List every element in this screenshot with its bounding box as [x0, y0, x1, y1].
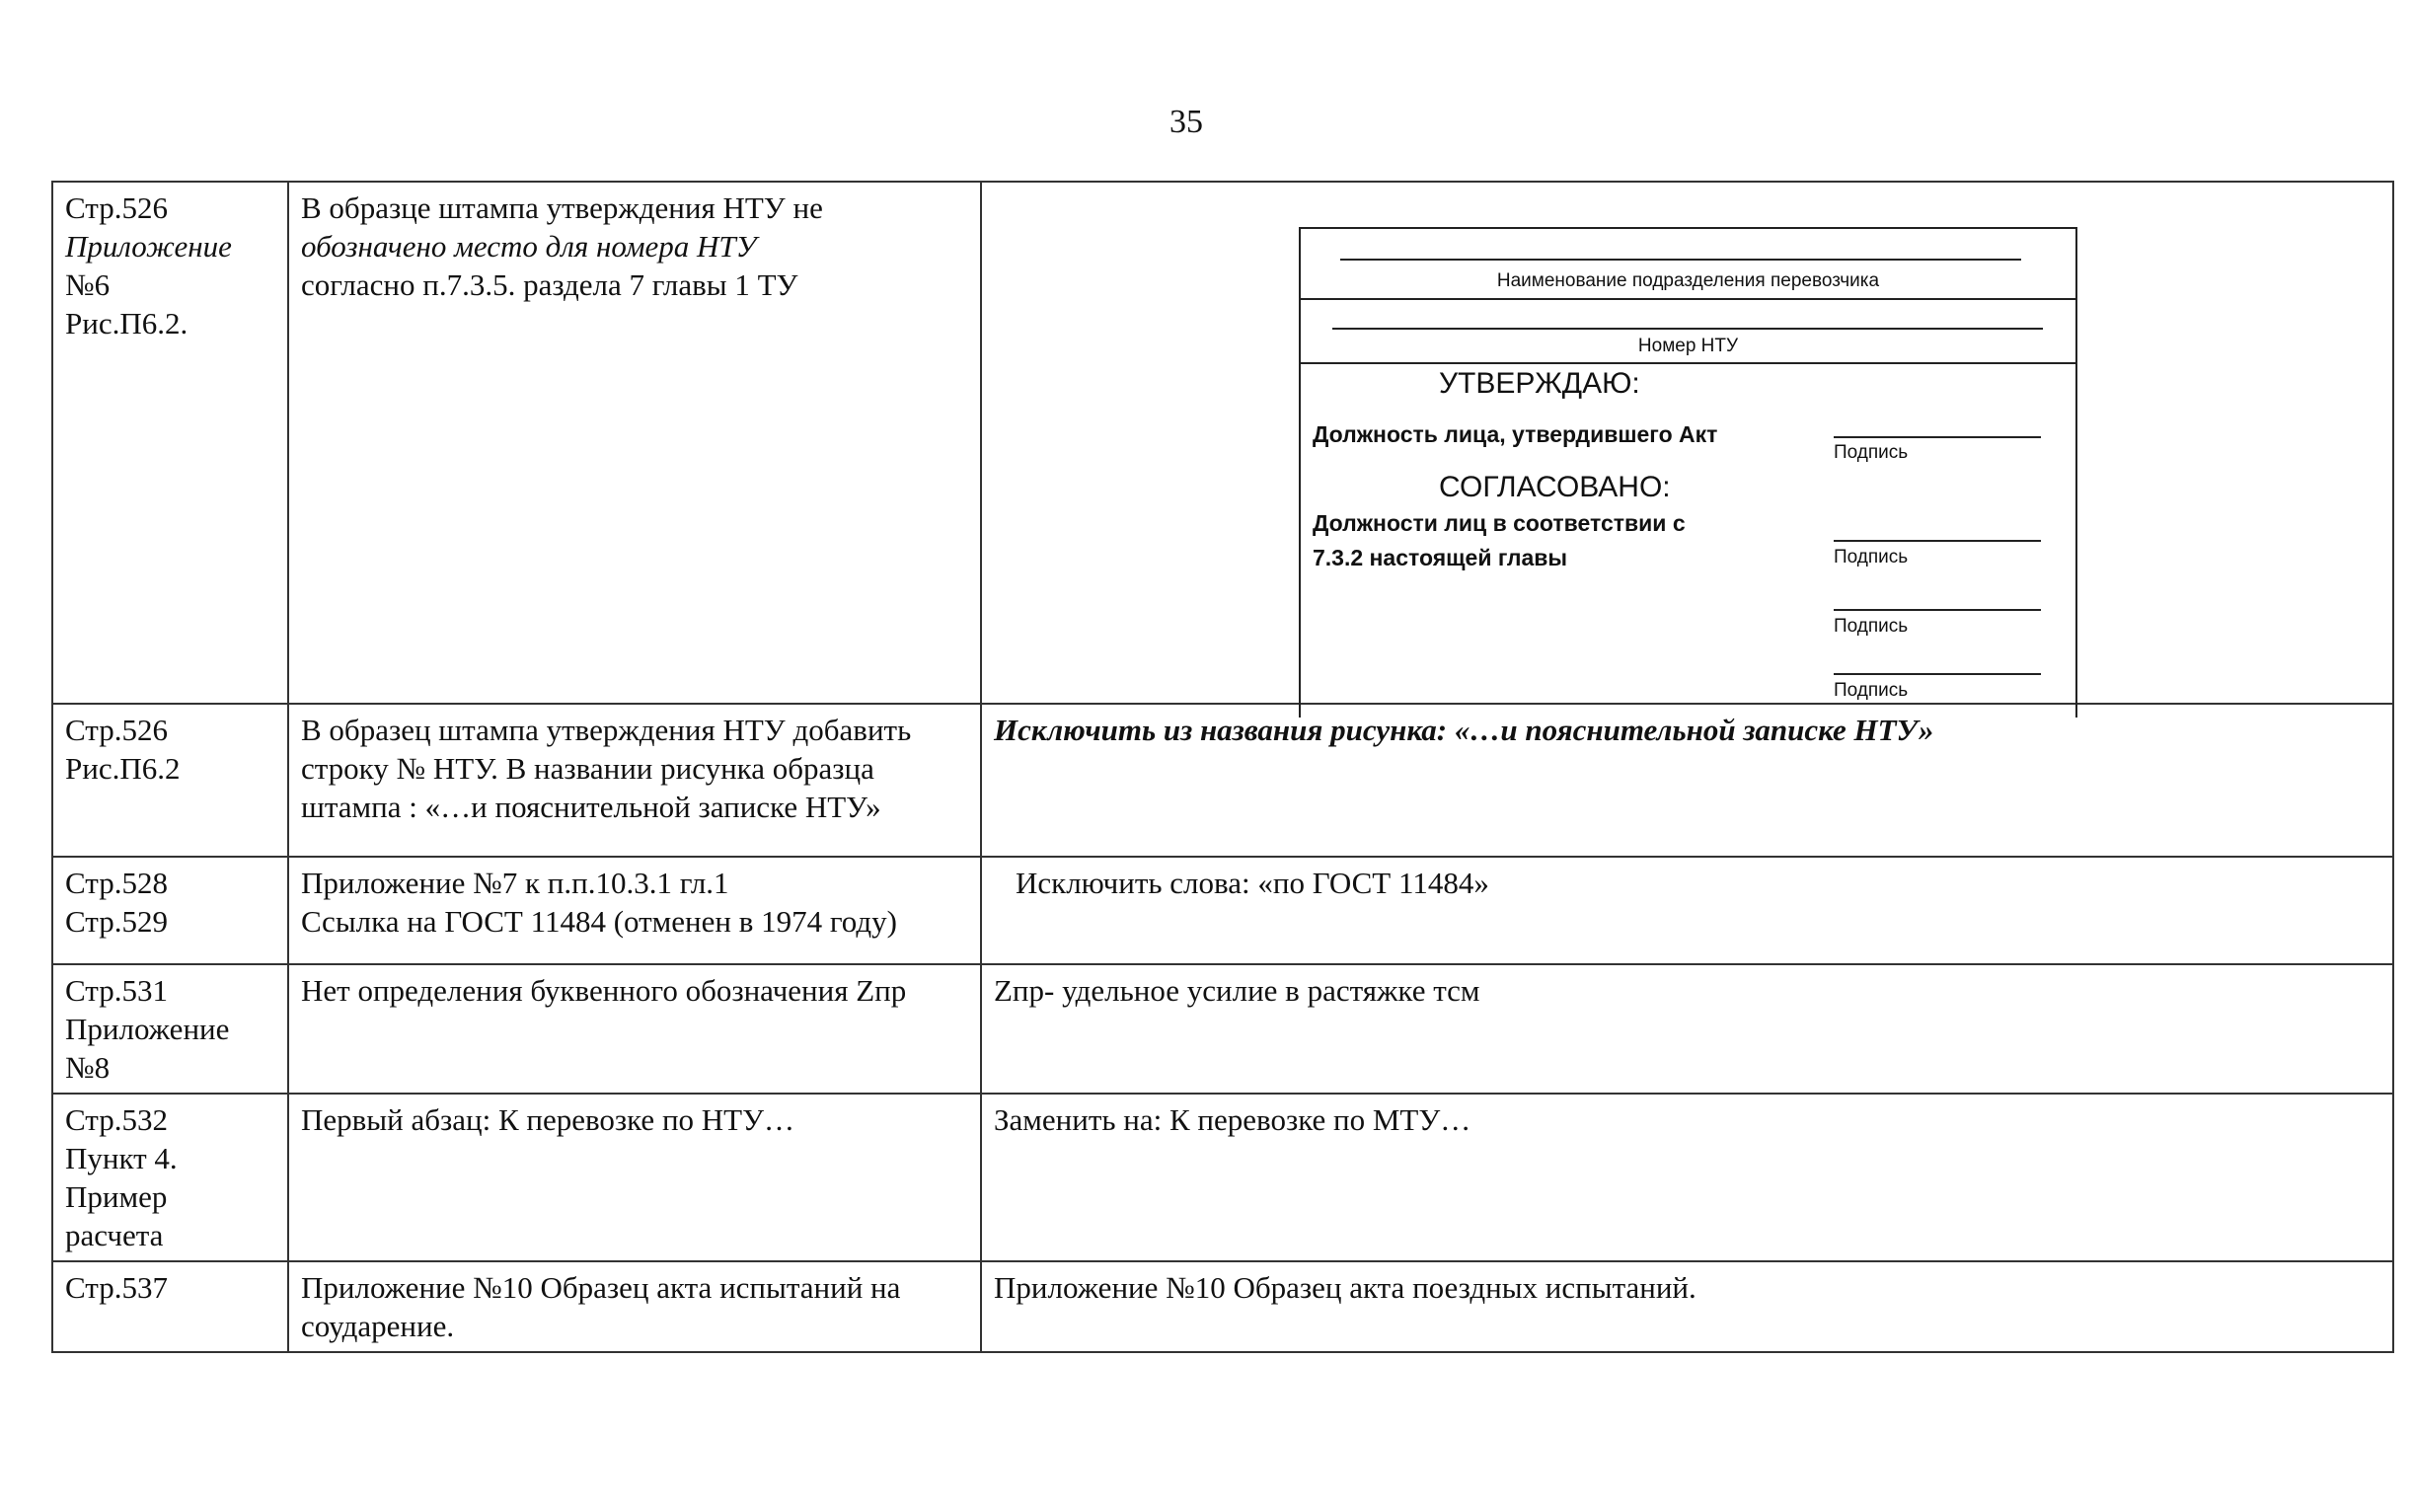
carrier-label: Наименование подразделения перевозчика: [1496, 270, 1880, 291]
page-ref: расчета: [65, 1218, 164, 1252]
divider: [1301, 298, 2075, 300]
page-ref: Стр.528: [65, 866, 168, 900]
signature-label: Подпись: [1834, 680, 1909, 701]
table-row: [52, 857, 2393, 964]
remark-cell: [288, 182, 981, 704]
page-ref-cell: [52, 964, 288, 1094]
page-ref: Приложение: [65, 229, 232, 264]
remark-cell: [288, 857, 981, 964]
remark-text: согласно п.7.3.5. раздела 7 главы 1 ТУ: [301, 267, 798, 302]
agreed-positions: 7.3.2 настоящей главы: [1313, 545, 1568, 570]
signature-line: [1834, 609, 2041, 611]
signature-line: [1834, 673, 2041, 675]
remark-text: обозначено место для номера НТУ: [301, 229, 757, 264]
proposal-cell: Заменить на: К перевозке по МТУ…: [981, 1094, 2393, 1261]
table-row: [52, 704, 2393, 857]
approve-heading: УТВЕРЖДАЮ:: [1439, 367, 1640, 400]
page-ref: Стр.526: [65, 190, 168, 225]
remark-cell: В образец штампа утверждения НТУ добавить строку № НТУ. В названии рисунка образца штампа : «…и пояснительной записке НТУ»: [288, 704, 981, 857]
proposal-text: Исключить слова: «по ГОСТ 11484»: [1016, 866, 1489, 900]
table-row: [52, 1094, 2393, 1261]
remark-cell: Нет определения буквенного обозначения Zпр: [288, 964, 981, 1094]
table-row: [52, 1261, 2393, 1352]
remark-text: Ссылка на ГОСТ 11484 (отменен в 1974 году): [301, 904, 898, 939]
divider: [1340, 259, 2021, 261]
page-ref: Пример: [65, 1179, 168, 1214]
page-number: 35: [1169, 104, 1203, 140]
remark-text: Приложение №7 к п.п.10.3.1 гл.1: [301, 866, 729, 900]
page-ref: №8: [65, 1050, 111, 1085]
divider: [1301, 362, 2075, 364]
remark-text: В образце штампа утверждения НТУ не: [301, 190, 823, 225]
signature-label: Подпись: [1834, 547, 1909, 567]
ntu-number-label: Номер НТУ: [1637, 336, 1739, 356]
page-ref-cell: [52, 857, 288, 964]
page-ref: Стр.537: [65, 1270, 168, 1305]
page-ref: Приложение: [65, 1012, 230, 1046]
divider: [1332, 328, 2043, 330]
signature-line: [1834, 540, 2041, 542]
page-ref: №6: [65, 267, 111, 302]
signature-label: Подпись: [1834, 616, 1909, 637]
proposal-cell: Zпр- удельное усилие в растяжке тсм: [981, 964, 2393, 1094]
page-ref: Пункт 4.: [65, 1141, 178, 1175]
page-ref: Стр.529: [65, 904, 168, 939]
proposal-cell: Приложение №10 Образец акта поездных испытаний.: [981, 1261, 2393, 1352]
table-row: [52, 964, 2393, 1094]
proposal-cell: [981, 857, 2393, 964]
agreed-heading: СОГЛАСОВАНО:: [1439, 471, 1671, 503]
signature-label: Подпись: [1834, 442, 1909, 463]
proposal-cell: Исключить из названия рисунка: «…и пояснительной записке НТУ»: [981, 704, 2393, 857]
page-ref-cell: [52, 704, 288, 857]
page-ref: Стр.531: [65, 973, 168, 1008]
page-ref: Рис.П6.2.: [65, 306, 188, 340]
page-ref-cell: [52, 1094, 288, 1261]
page-ref: Рис.П6.2: [65, 751, 181, 786]
remark-cell: Первый абзац: К перевозке по НТУ…: [288, 1094, 981, 1261]
page-ref-cell: [52, 1261, 288, 1352]
page-ref: Стр.526: [65, 713, 168, 747]
remark-cell: Приложение №10 Образец акта испытаний на соударение.: [288, 1261, 981, 1352]
approval-stamp-sample: [1299, 227, 2077, 718]
signature-line: [1834, 436, 2041, 438]
agreed-positions: Должности лиц в соответствии с: [1313, 510, 1686, 536]
approver-position: Должность лица, утвердившего Акт: [1313, 421, 1718, 447]
page-ref-cell: [52, 182, 288, 704]
page-ref: Стр.532: [65, 1102, 168, 1137]
